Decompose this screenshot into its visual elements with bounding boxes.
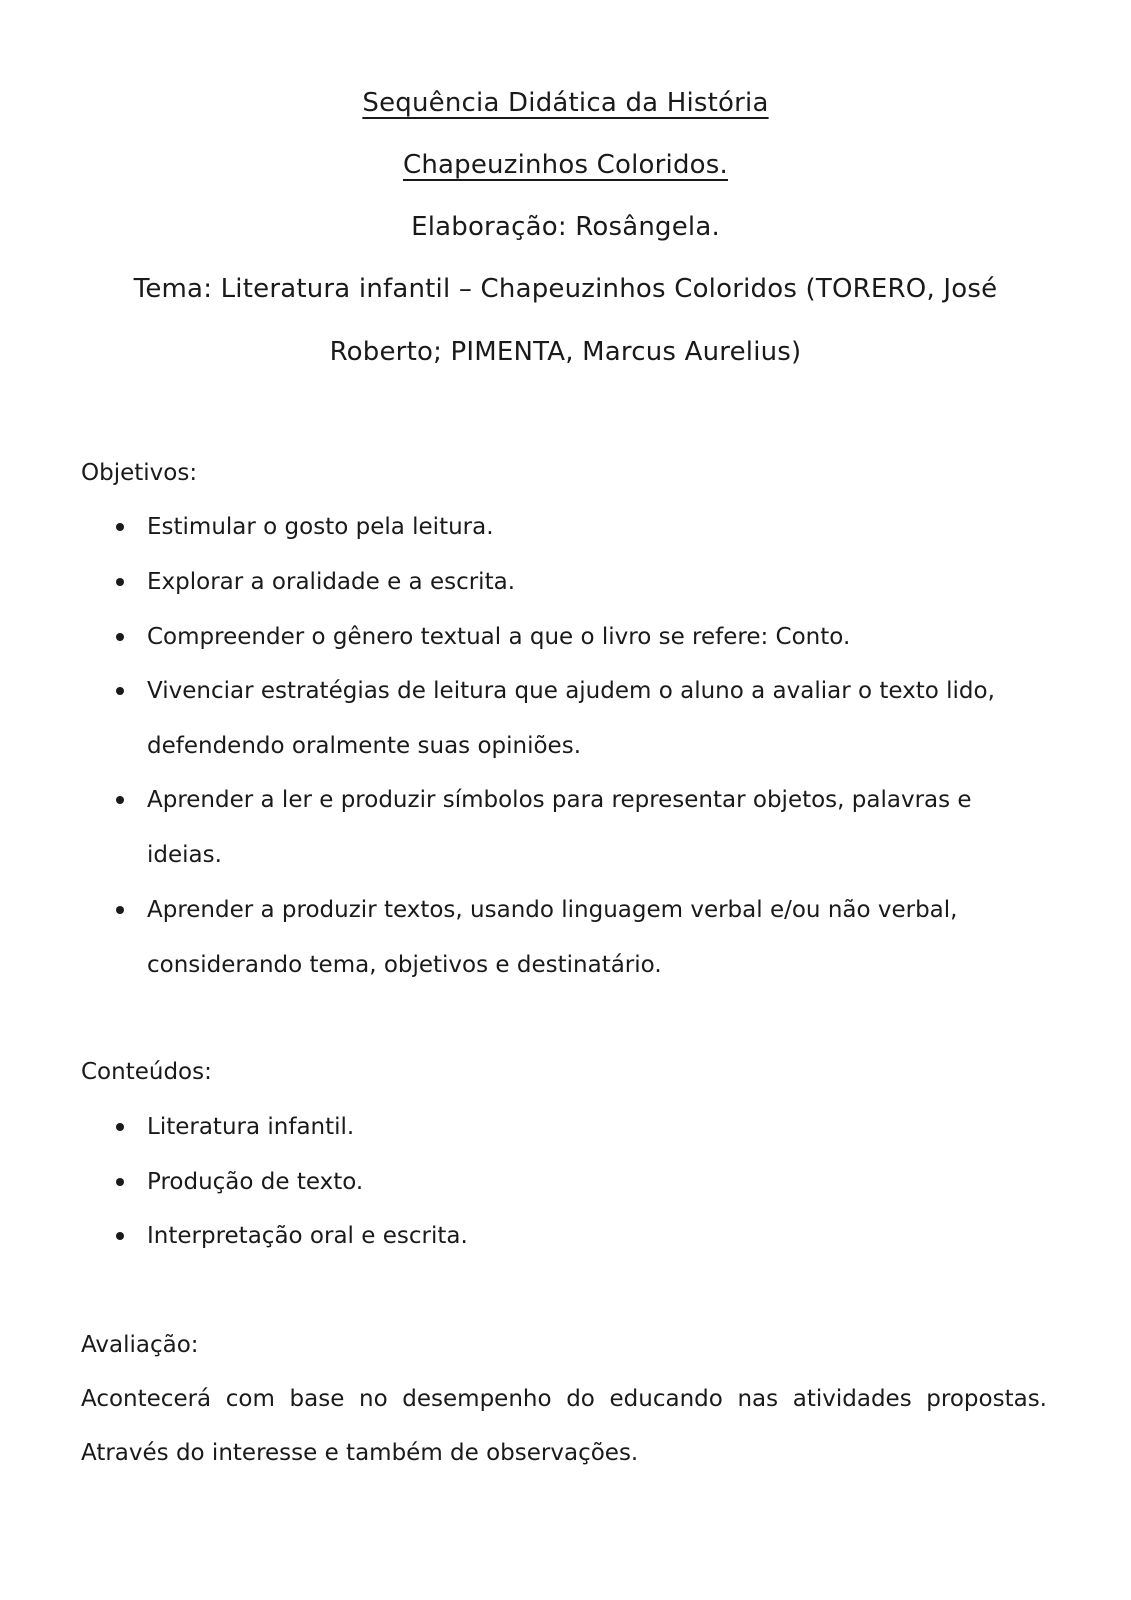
objetivos-heading: Objetivos: <box>81 460 198 486</box>
conteudo-item: Literatura infantil. <box>147 1114 355 1140</box>
avaliacao-text-line-1: Acontecerá com base no desempenho do educando nas atividades propostas. <box>81 1386 1047 1412</box>
conteudos-heading: Conteúdos: <box>81 1059 212 1085</box>
objetivo-item-line: Vivenciar estratégias de leitura que ajudem o aluno a avaliar o texto lido, <box>147 678 995 704</box>
objetivo-item: Estimular o gosto pela leitura. <box>147 514 494 540</box>
avaliacao-heading: Avaliação: <box>81 1332 199 1358</box>
objetivo-item-line: considerando tema, objetivos e destinatário. <box>147 952 662 978</box>
conteudo-item: Interpretação oral e escrita. <box>147 1223 468 1249</box>
document-subtitle <box>0 145 1131 185</box>
document-title <box>0 83 1131 123</box>
document-title-text: Sequência Didática da História <box>362 88 769 118</box>
conteudo-item: Produção de texto. <box>147 1169 364 1195</box>
theme-line-1: Tema: Literatura infantil – Chapeuzinhos Coloridos (TORERO, José <box>133 274 998 304</box>
objetivo-item-line: Aprender a ler e produzir símbolos para representar objetos, palavras e <box>147 787 972 813</box>
document-subtitle-text: Chapeuzinhos Coloridos. <box>402 150 729 180</box>
author-line: Elaboração: Rosângela. <box>411 212 720 242</box>
avaliacao-text-line-2: Através do interesse e também de observações. <box>81 1440 639 1466</box>
objetivo-item-line: ideias. <box>147 842 222 868</box>
objetivo-item-line: defendendo oralmente suas opiniões. <box>147 733 582 759</box>
objetivo-item: Compreender o gênero textual a que o livro se refere: Conto. <box>147 624 851 650</box>
objetivo-item-line: Aprender a produzir textos, usando linguagem verbal e/ou não verbal, <box>147 897 958 923</box>
objetivo-item: Explorar a oralidade e a escrita. <box>147 569 515 595</box>
theme-line-2: Roberto; PIMENTA, Marcus Aurelius) <box>329 337 802 367</box>
